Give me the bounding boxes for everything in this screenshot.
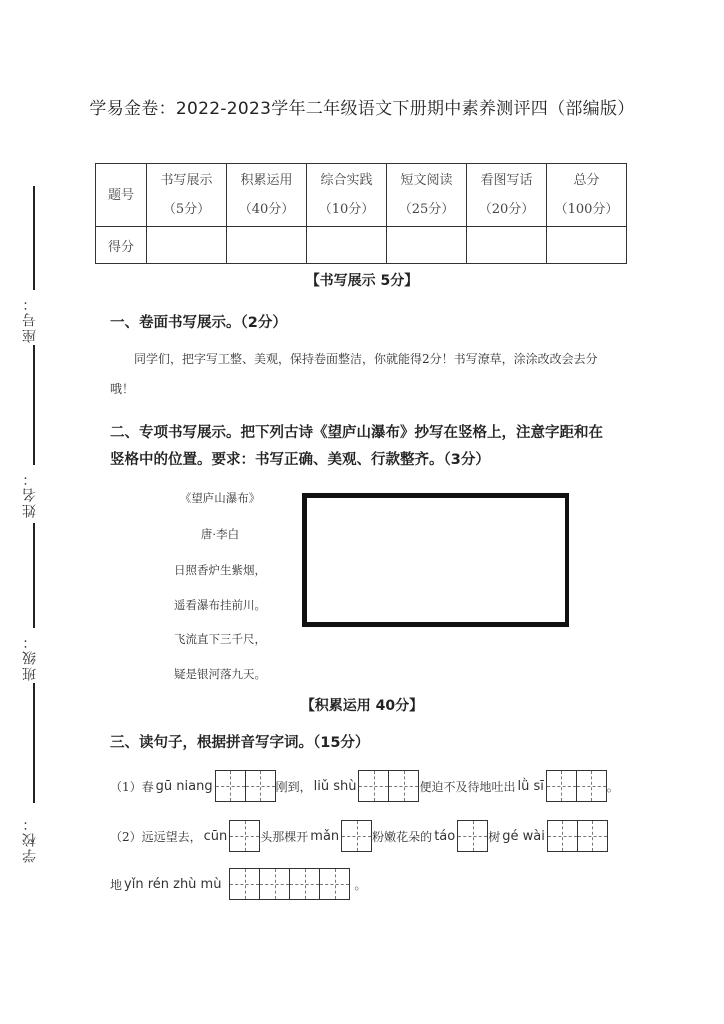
- grid-cell[interactable]: [246, 771, 275, 801]
- sentence-number: （2）远远望去，: [110, 829, 202, 844]
- column-name: 看图写话: [480, 173, 533, 188]
- column-points: （40分）: [238, 202, 295, 217]
- column-name: 综合实践: [320, 173, 373, 188]
- question-1-title: 一、卷面书写展示。（2分）: [110, 315, 287, 331]
- answer-grid[interactable]: [546, 770, 607, 802]
- sentence-text: 刚到，: [275, 779, 312, 794]
- seat-number-field[interactable]: [33, 345, 35, 465]
- pinyin: liǔ shù: [313, 778, 357, 794]
- sentence-number: （1）春: [110, 779, 154, 794]
- answer-grid[interactable]: [341, 820, 372, 852]
- column-header: [147, 164, 227, 227]
- column-header: [387, 164, 467, 227]
- poem-line: 疑是银河落九天。: [174, 667, 266, 681]
- score-cell[interactable]: [307, 227, 387, 264]
- score-cell[interactable]: [387, 227, 467, 264]
- answer-grid[interactable]: [457, 820, 488, 852]
- score-cell[interactable]: [147, 227, 227, 264]
- column-name: 短文阅读: [400, 173, 453, 188]
- answer-grid[interactable]: [358, 770, 419, 802]
- sentence-text: 地: [110, 877, 123, 892]
- pinyin: mǎn: [310, 828, 340, 844]
- pinyin: táo: [434, 828, 456, 844]
- sentence-text: 便迫不及待地吐出: [419, 779, 516, 794]
- section-header-writing: 【书写展示 5分】: [305, 273, 419, 289]
- question-2-title-line2: 竖格中的位置。要求：书写正确、美观、行款整齐。（3分）: [110, 452, 490, 468]
- grid-cell[interactable]: [260, 869, 290, 899]
- sentence-2-continued: [110, 868, 366, 900]
- poem-author: 唐·李白: [200, 527, 240, 541]
- grid-cell[interactable]: [216, 771, 246, 801]
- grid-cell[interactable]: [320, 869, 349, 899]
- answer-grid[interactable]: [229, 868, 350, 900]
- score-cell[interactable]: [227, 227, 307, 264]
- poem-line: 飞流直下三千尺，: [174, 632, 266, 646]
- column-points: （25分）: [398, 202, 455, 217]
- sentence-1: [110, 770, 619, 802]
- name-field[interactable]: [33, 523, 35, 628]
- column-name: 总分: [573, 173, 600, 188]
- section-header-accumulation: 【积累运用 40分】: [300, 698, 424, 714]
- sentence-end: 。: [606, 779, 619, 794]
- sentence-end: 。: [354, 877, 367, 892]
- poem-line: 遥看瀑布挂前川。: [174, 598, 266, 612]
- row-label: 题号: [96, 164, 147, 227]
- column-points: （100分）: [554, 202, 619, 217]
- seat-number-label: 座号：: [22, 295, 38, 343]
- answer-grid[interactable]: [229, 820, 260, 852]
- writing-box[interactable]: [302, 493, 569, 627]
- page-title: 学易金卷：2022-2023学年二年级语文下册期中素养测评四（部编版）: [89, 99, 635, 119]
- question-2-title-line1: 二、专项书写展示。把下列古诗《望庐山瀑布》抄写在竖格上，注意字距和在: [110, 425, 603, 441]
- grid-cell[interactable]: [230, 869, 260, 899]
- table-row: [96, 227, 627, 264]
- poem-title: 《望庐山瀑布》: [179, 491, 261, 505]
- row-label: 得分: [96, 227, 147, 264]
- grid-cell[interactable]: [577, 771, 606, 801]
- pinyin: lǜ sī: [517, 778, 544, 794]
- sentence-2: [110, 820, 608, 852]
- name-label: 姓名：: [22, 470, 38, 518]
- table-row: [96, 164, 627, 227]
- pinyin: yǐn rén zhù mù: [124, 876, 222, 892]
- grid-cell[interactable]: [290, 869, 320, 899]
- column-header: [307, 164, 387, 227]
- column-header: [467, 164, 547, 227]
- column-points: （10分）: [318, 202, 375, 217]
- grid-cell[interactable]: [230, 821, 259, 851]
- column-points: （5分）: [162, 202, 211, 217]
- grid-cell[interactable]: [547, 771, 577, 801]
- column-name: 积累运用: [240, 173, 293, 188]
- pinyin: gū niang: [155, 778, 213, 794]
- class-label: 班级：: [22, 633, 38, 681]
- grid-cell[interactable]: [458, 821, 487, 851]
- column-points: （20分）: [478, 202, 535, 217]
- sentence-text: 粉嫩花朵的: [372, 829, 433, 844]
- score-cell[interactable]: [467, 227, 547, 264]
- grid-cell[interactable]: [389, 771, 418, 801]
- grid-cell[interactable]: [342, 821, 371, 851]
- school-label: 学校：: [22, 815, 38, 863]
- pinyin: cūn: [203, 828, 228, 844]
- pinyin: gé wài: [502, 828, 545, 844]
- column-name: 书写展示: [160, 173, 213, 188]
- score-cell[interactable]: [547, 227, 627, 264]
- answer-grid[interactable]: [215, 770, 276, 802]
- grid-cell[interactable]: [359, 771, 389, 801]
- answer-grid[interactable]: [547, 820, 608, 852]
- grid-cell[interactable]: [548, 821, 578, 851]
- column-header: [547, 164, 627, 227]
- column-header: [227, 164, 307, 227]
- question-1-text: 同学们，把字写工整、美观，保持卷面整洁，你就能得2分！书写潦草，涂涂改改会去分哦！: [110, 352, 598, 396]
- poem-line: 日照香炉生紫烟，: [174, 563, 266, 577]
- sentence-text: 头那棵开: [260, 829, 309, 844]
- sentence-text: 树: [488, 829, 501, 844]
- grid-cell[interactable]: [578, 821, 607, 851]
- question-3-title: 三、读句子，根据拼音写字词。（15分）: [110, 735, 370, 751]
- score-table: [95, 163, 627, 264]
